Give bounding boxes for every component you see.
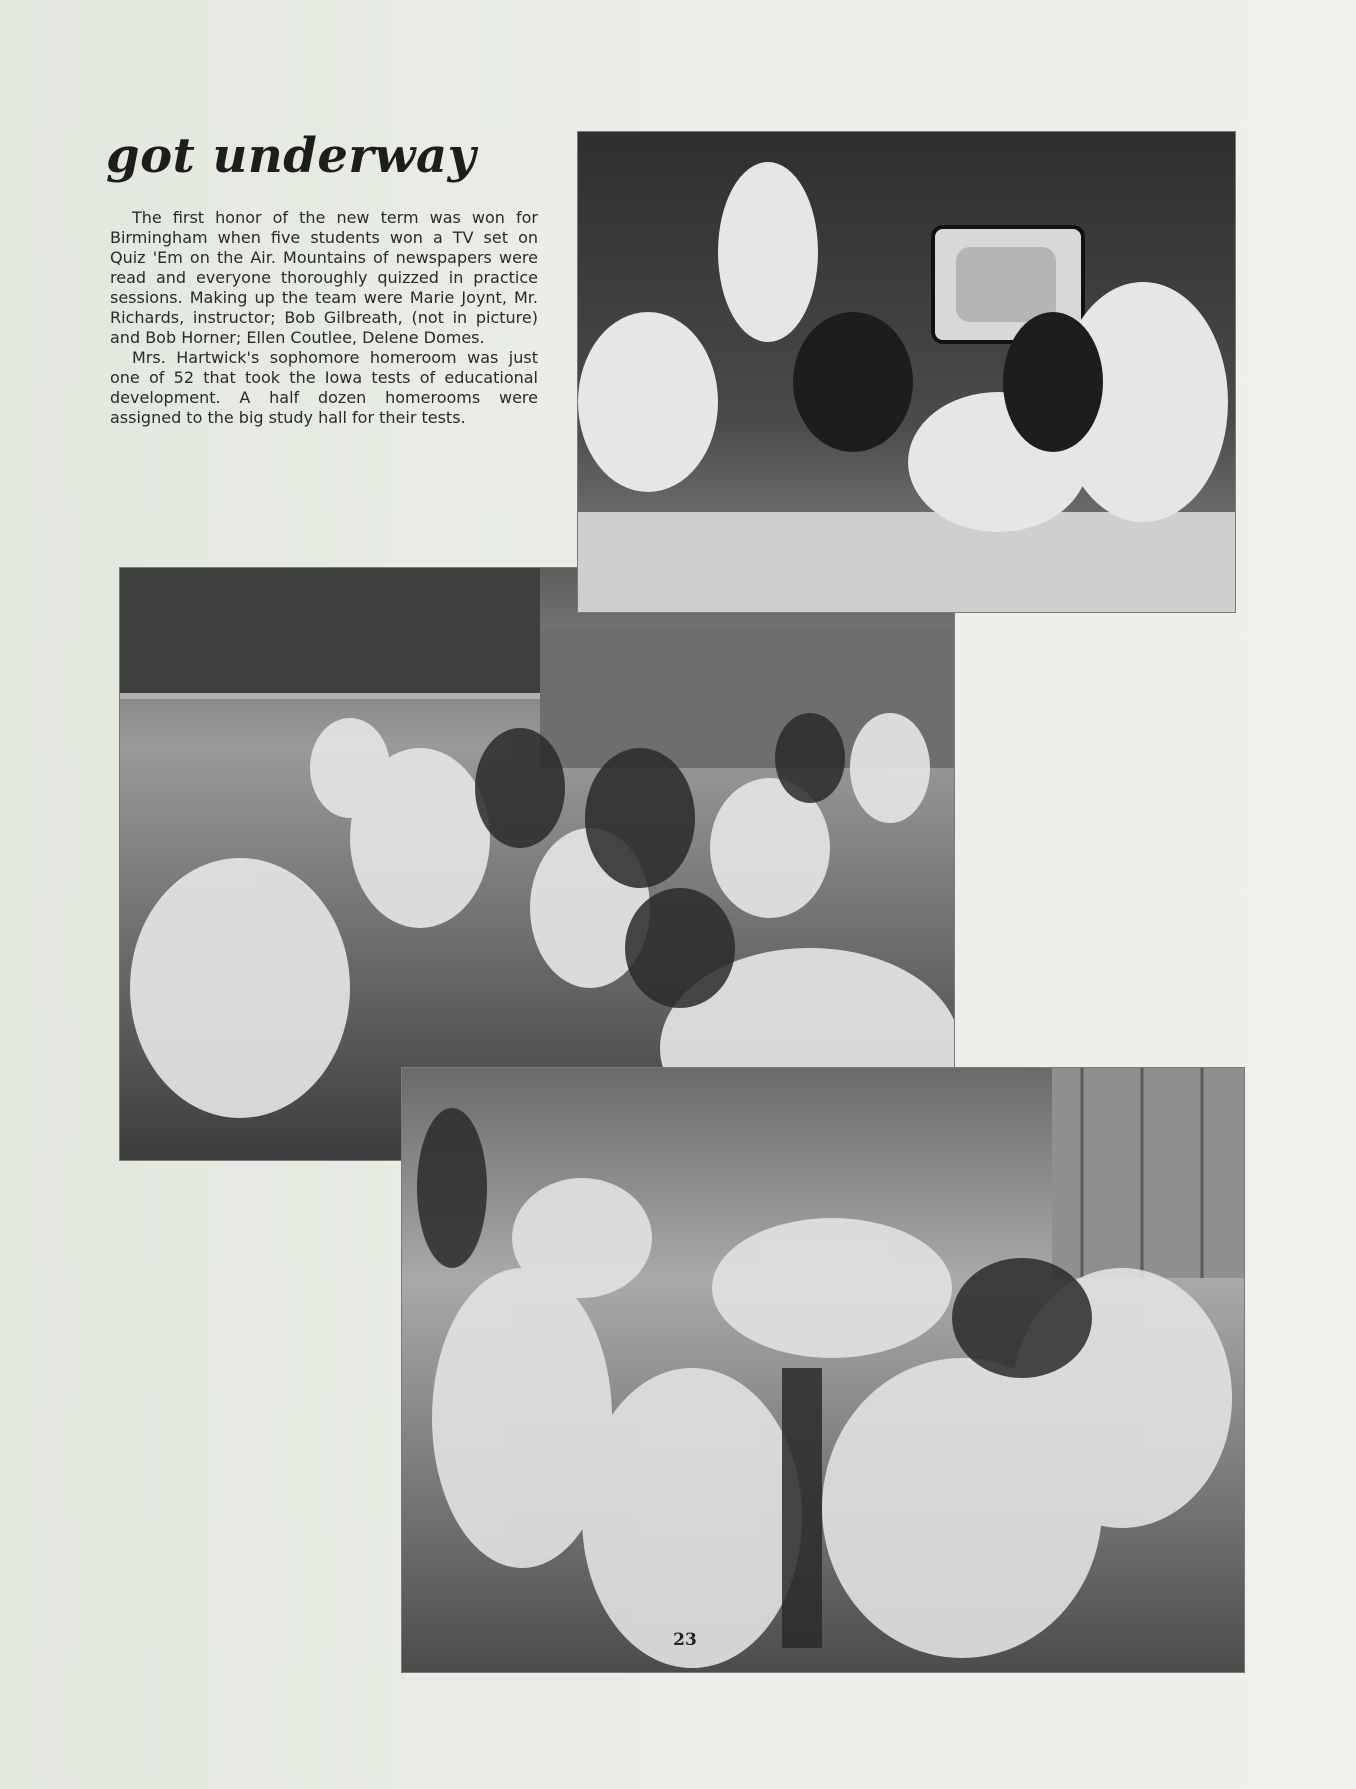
quiz-team-photo — [577, 131, 1236, 613]
paragraph-quiz: The first honor of the new term was won for Birmingham when five students won a TV set on Quiz 'Em on the Air. Mountains of newspapers were read and everyone thoroughly quizzed in practice sessions. Making up the team were Marie Joynt, Mr. Richards, instructor; Bob Gilbreath, (not in picture) and Bob Horner; Ellen Coutlee, Delene Domes. — [110, 208, 538, 347]
article-text — [110, 208, 538, 428]
photo-icon — [402, 1068, 1244, 1672]
page-heading: got underway — [106, 128, 476, 184]
photo-icon — [578, 132, 1235, 612]
paragraph-tests: Mrs. Hartwick's sophomore homeroom was just one of 52 that took the Iowa tests of educational development. A half dozen homerooms were assigned to the big study hall for their tests. — [110, 348, 538, 427]
study-hall-photo — [401, 1067, 1245, 1673]
page-number: 23 — [673, 1630, 697, 1650]
